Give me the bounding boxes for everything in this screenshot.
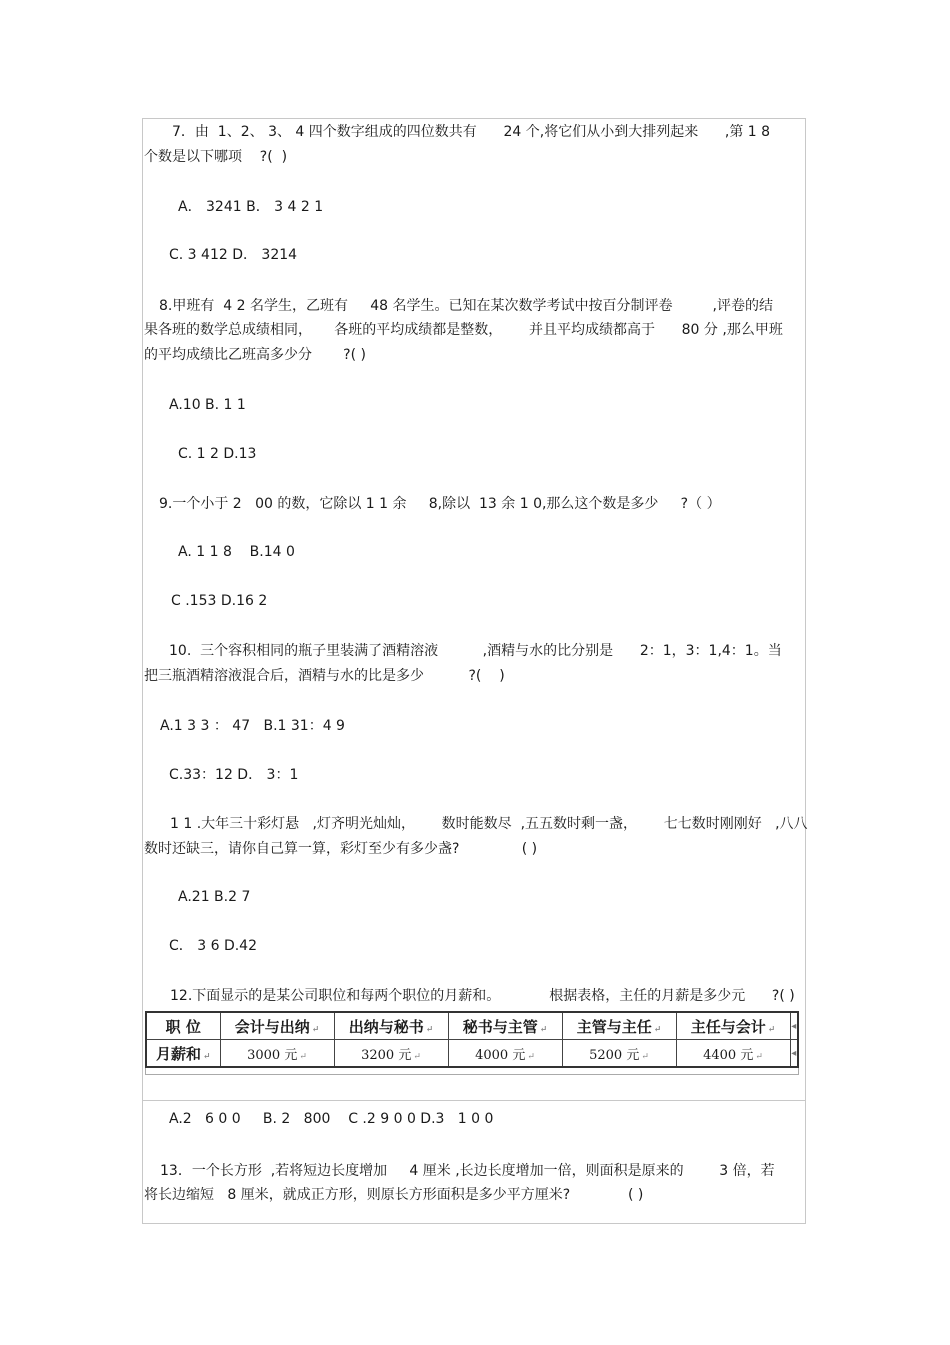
cell-end-mark-icon: ↵ (299, 1051, 307, 1062)
table-row (146, 1040, 798, 1068)
q11-option-c: C． 3 6 D.42 (169, 938, 257, 954)
q13-line2: 将长边缩短 8 厘米，就成正方形，则原长方形面积是多少平方厘米? ( ) (144, 1187, 644, 1203)
table-header-cell (676, 1012, 790, 1040)
q8-line2: 果各班的数学总成绩相同， 各班的平均成绩都是整数， 并且平均成绩都高于 80 分 ,那么甲班 (144, 322, 783, 338)
q10-option-a: A.1 3 3 ： 47 B.1 31：4 9 (160, 718, 345, 734)
salary-table (145, 1011, 799, 1068)
q10-option-c: C.33：12 D． 3：1 (169, 767, 299, 783)
cell-end-mark-icon: ↵ (641, 1051, 649, 1062)
q11-option-a: A.21 B.2 7 (178, 889, 251, 905)
q8-line1: 8.甲班有 4 2 名学生，乙班有 48 名学生。已知在某次数学考试中按百分制评卷 ,评卷的结 (159, 298, 773, 314)
table-header-cell (562, 1012, 676, 1040)
q8-line3: 的平均成绩比乙班高多少分 ?( ) (144, 347, 366, 363)
cell-value: 4000 元 (475, 1047, 526, 1063)
frame-divider (142, 1100, 806, 1101)
cell-value: 3200 元 (361, 1047, 412, 1063)
q12-line1: 12.下面显示的是某公司职位和每两个职位的月薪和。 根据表格，主任的月薪是多少元 ?( ) (170, 988, 795, 1004)
q8-option-c: C. 1 2 D.13 (178, 446, 257, 462)
header-position-label: 职 位 (165, 1017, 201, 1036)
table-cell (220, 1040, 334, 1068)
table-header-cell (220, 1012, 334, 1040)
cell-end-mark-icon: ↵ (311, 1024, 320, 1035)
cell-value: 4400 元 (703, 1047, 754, 1063)
q7-option-c: C. 3 412 D． 3214 (169, 247, 298, 263)
table-bottom-border (145, 1068, 799, 1075)
q8-option-a: A.10 B. 1 1 (169, 397, 246, 413)
q7-option-a: A． 3241 B． 3 4 2 1 (178, 199, 324, 215)
q11-line2: 数时还缺三，请你自己算一算，彩灯至少有多少盏? ( ) (144, 841, 538, 857)
q12-options: A.2 6 0 0 B. 2 800 C .2 9 0 0 D.3 1 0 0 (169, 1111, 494, 1127)
table-header-cell (146, 1012, 220, 1040)
row-end-mark-icon: ◂ (790, 1012, 798, 1040)
cell-end-mark-icon: ↵ (413, 1051, 421, 1062)
cell-end-mark-icon: ↵ (653, 1024, 662, 1035)
table-header-cell (334, 1012, 448, 1040)
header-secretary-supervisor: 秘书与主管 (462, 1017, 538, 1036)
header-accountant-cashier: 会计与出纳 (234, 1017, 310, 1036)
q11-line1: 1 1 .大年三十彩灯悬 ,灯齐明光灿灿， 数时能数尽 ,五五数时剩一盏， 七七数时刚刚好 ,八八 (170, 816, 808, 832)
table-cell (562, 1040, 676, 1068)
cell-end-mark-icon: ↵ (202, 1051, 211, 1062)
table-header-cell (448, 1012, 562, 1040)
cell-end-mark-icon: ↵ (767, 1024, 776, 1035)
cell-value: 5200 元 (589, 1047, 640, 1063)
q13-line1: 13．一个长方形 ,若将短边长度增加 4 厘米 ,长边长度增加一倍，则面积是原来的 3 倍，若 (160, 1163, 775, 1179)
row-label-salary-sum: 月薪和 (155, 1044, 201, 1063)
q7-line2: 个数是以下哪项 ?( ) (144, 149, 288, 165)
table-header-row (146, 1012, 798, 1040)
header-cashier-secretary: 出纳与秘书 (348, 1017, 424, 1036)
row-end-mark-icon: ◂ (790, 1040, 798, 1068)
cell-end-mark-icon: ↵ (539, 1024, 548, 1035)
table-cell (448, 1040, 562, 1068)
q10-line2: 把三瓶酒精溶液混合后，酒精与水的比是多少 ?( ) (144, 668, 505, 684)
q10-line1: 10. 三个容积相同的瓶子里装满了酒精溶液 ,酒精与水的比分别是 2：1，3：1,4：1。当 (169, 643, 782, 659)
cell-end-mark-icon: ↵ (425, 1024, 434, 1035)
q9-option-c: C .153 D.16 2 (171, 593, 268, 609)
table-cell (676, 1040, 790, 1068)
q9-option-a: A. 1 1 8 B.14 0 (178, 544, 295, 560)
q7-line1: 7．由 1、2、 3、 4 四个数字组成的四位数共有 24 个,将它们从小到大排列起来 ,第 1 8 (172, 124, 771, 140)
cell-end-mark-icon: ↵ (755, 1051, 763, 1062)
cell-end-mark-icon: ↵ (527, 1051, 535, 1062)
table-cell (334, 1040, 448, 1068)
q9-line1: 9.一个小于 2 00 的数，它除以 1 1 余 8,除以 13 余 1 0,那么这个数是多少 ?（ ） (159, 496, 721, 512)
table-row-label (146, 1040, 220, 1068)
header-supervisor-director: 主管与主任 (576, 1017, 652, 1036)
header-director-accountant: 主任与会计 (690, 1017, 766, 1036)
cell-value: 3000 元 (247, 1047, 298, 1063)
